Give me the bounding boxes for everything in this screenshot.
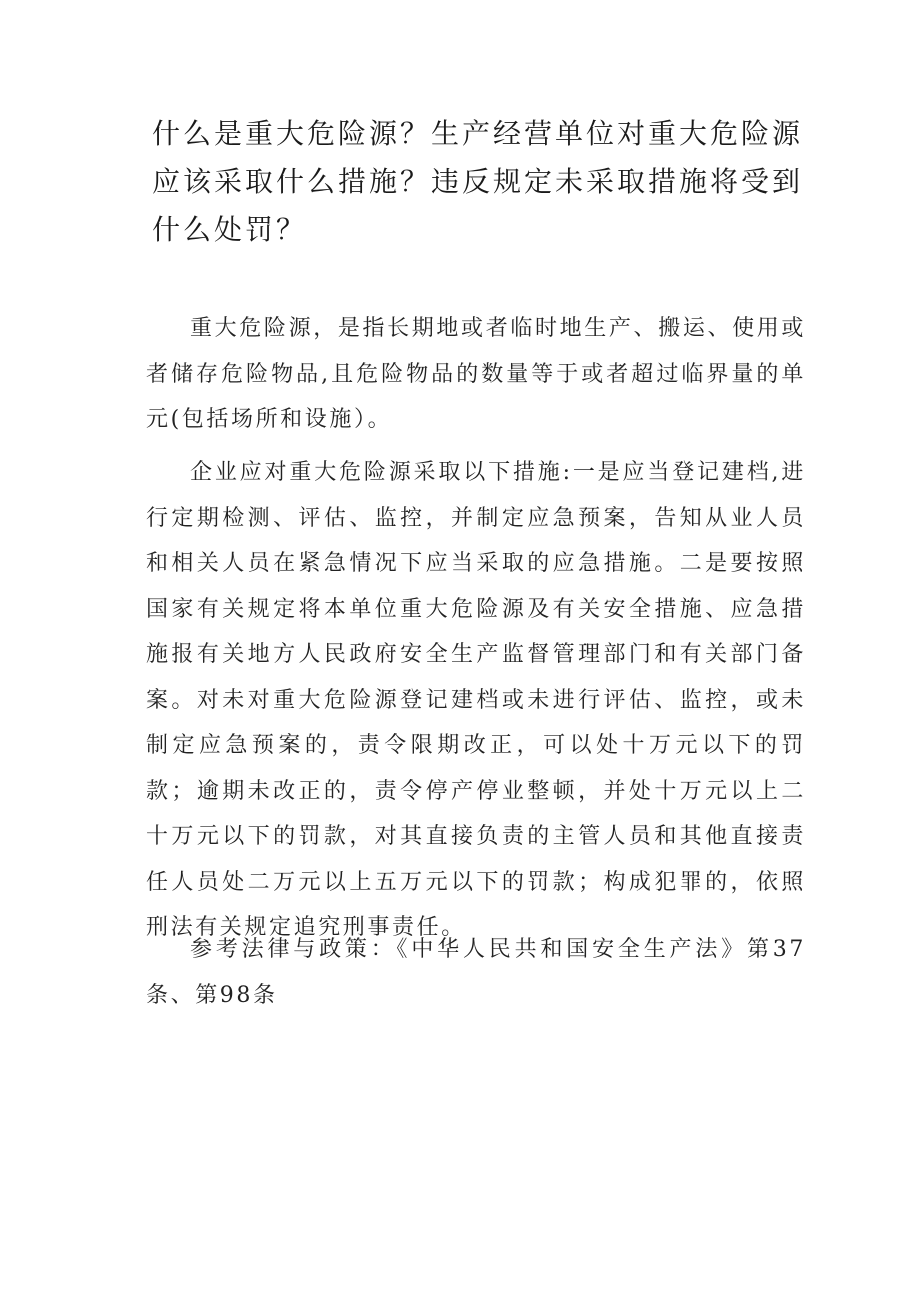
document-title: 什么是重大危险源？生产经营单位对重大危险源应该采取什么措施？违反规定未采取措施将受到什么处罚？ — [152, 117, 804, 246]
paragraph-references: 参考法律与政策：《中华人民共和国安全生产法》第37条、第98条 — [146, 937, 806, 1008]
paragraph-measures: 企业应对重大危险源采取以下措施:一是应当登记建档,进行定期检测、评估、监控，并制定应急预案，告知从业人员和相关人员在紧急情况下应当采取的应急措施。二是要按照国家有关规定将本单位重大危险源及有关安全措施、应急措施报有关地方人民政府安全生产监督管理部门和有关部门备案。对未对重大危险源登记建档或未进行评估、监控，或未制定应急预案的，责令限期改正，可以处十万元以下的罚款；逾期未改正的，责令停产停业整顿，并处十万元以上二十万元以下的罚款，对其直接负责的主管人员和其他直接责任人员处二万元以上五万元以下的罚款；构成犯罪的，依照刑法有关规定追究刑事责任。 — [146, 460, 806, 940]
paragraph-definition: 重大危险源，是指长期地或者临时地生产、搬运、使用或者储存危险物品,且危险物品的数量等于或者超过临界量的单元(包括场所和设施）。 — [146, 316, 806, 432]
